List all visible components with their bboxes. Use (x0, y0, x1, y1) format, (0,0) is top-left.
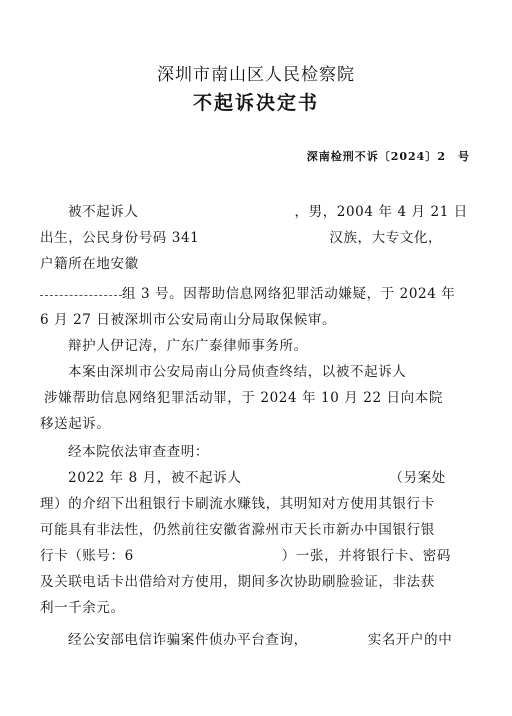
body-line-6 (68, 334, 308, 354)
body-line-14 (40, 544, 451, 564)
body-line-2 (40, 226, 442, 246)
document-number: 深南检刑不诉〔2024〕2 号 (306, 150, 470, 163)
body-text: 行卡（账号：6 (40, 548, 134, 564)
body-text: 户籍所在地安徽 (40, 256, 139, 272)
body-text: 理）的介绍下出租银行卡刷流水赚钱，其明知对方使用其银行卡 (40, 496, 435, 512)
body-line-9 (40, 412, 111, 432)
body-text: 被不起诉人 (68, 204, 139, 220)
body-line-12 (40, 492, 435, 512)
body-text: 组 3 号。因帮助信息网络犯罪活动嫌疑，于 2024 年 (122, 286, 456, 302)
body-text: 及关联电话卡出借给对方使用，期间多次协助刷脸验证，非法获 (40, 574, 435, 590)
body-line-8 (44, 386, 443, 406)
body-text: 本案由深圳市公安局南山分局侦查终结，以被不起诉人 (68, 364, 407, 380)
body-line-15 (40, 570, 435, 590)
body-line-16 (40, 596, 125, 616)
body-text: ，男，2004 年 4 月 21 日 (294, 204, 468, 220)
body-text: 出生，公民身份号码 341 (40, 230, 200, 246)
body-text: 涉嫌帮助信息网络犯罪活动罪，于 2024 年 10 月 22 日向本院 (44, 390, 443, 406)
body-line-7 (68, 360, 406, 380)
body-line-5 (40, 308, 336, 328)
body-text: 汉族，大专文化， (329, 230, 443, 246)
body-text: 经公安部电信诈骗案件侦办平台查询， (68, 632, 308, 648)
body-text: 6 月 27 日被深圳市公安局南山分局取保候审。 (40, 312, 337, 328)
body-text: 辩护人伊记涛，广东广泰律师事务所。 (68, 338, 308, 354)
body-line-11 (68, 466, 446, 486)
body-text: 2022 年 8 月，被不起诉人 (68, 470, 242, 486)
body-text: 可能具有非法性，仍然前往安徽省滁州市天长市新办中国银行银 (40, 522, 435, 538)
body-text: 经本院依法审查查明： (68, 444, 209, 460)
document-title: 不起诉决定书 (192, 92, 319, 114)
body-line-1 (68, 200, 468, 220)
body-text: 实名开户的中 (367, 632, 453, 648)
body-line-13 (40, 518, 435, 538)
body-line-3 (40, 252, 139, 272)
body-line-10 (68, 440, 209, 460)
redaction-mark (40, 293, 122, 296)
body-text: ）一张，并将银行卡、密码 (281, 548, 451, 564)
procuratorate-name: 深圳市南山区人民检察院 (157, 65, 355, 85)
body-text: 移送起诉。 (40, 416, 111, 432)
body-text: 利一千余元。 (40, 600, 125, 616)
body-text: （另案处 (389, 470, 446, 486)
body-line-17 (68, 628, 452, 648)
body-line-4 (40, 282, 455, 302)
